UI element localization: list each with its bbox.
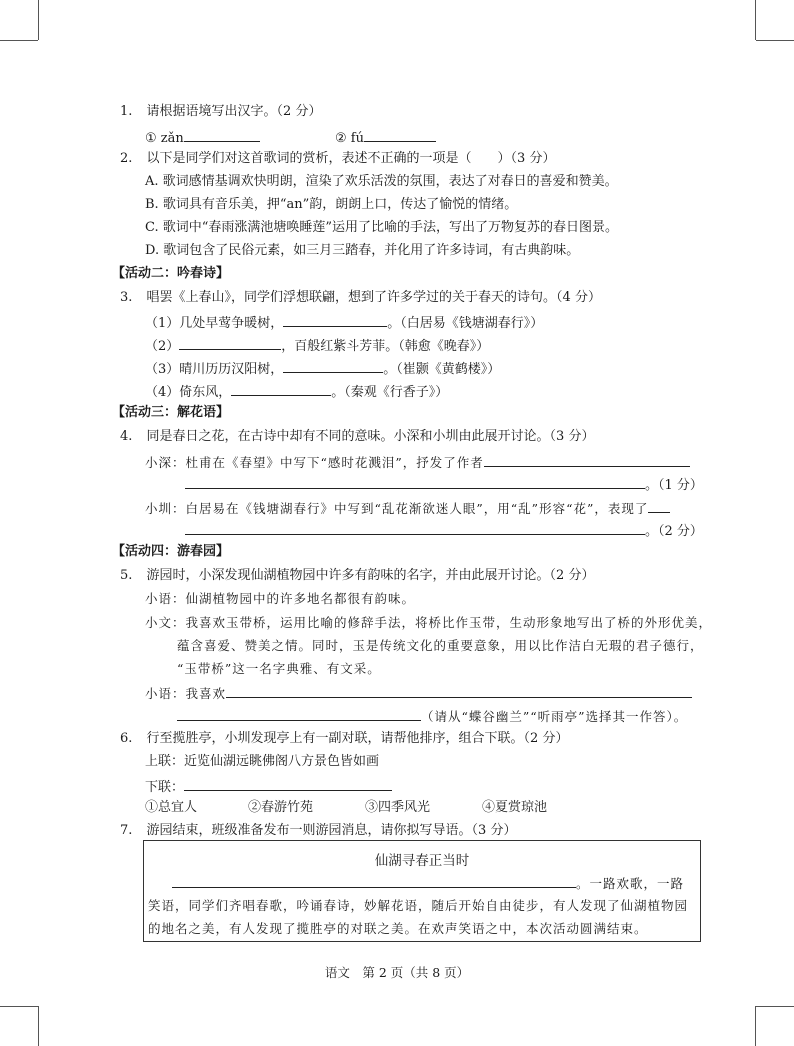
news-line: 的地名之美，有人发现了揽胜亭的对联之美。在欢声笑语之中，本次活动圆满结束。 (148, 921, 648, 936)
crop-mark (0, 40, 38, 41)
answer-blank[interactable] (179, 335, 281, 350)
question-text: 游园结束，班级准备发布一则游园消息，请你拟写导语。（3 分） (146, 823, 517, 838)
answer-blank[interactable] (231, 381, 331, 396)
news-text: 。一路欢歌，一路 (576, 876, 685, 891)
answer-blank[interactable] (364, 127, 436, 142)
dialogue-line (177, 706, 687, 726)
question-number: 1. (120, 104, 133, 119)
dialogue-zhen-cont (185, 520, 703, 541)
question-7 (120, 822, 516, 840)
couplet-option-2: ②春游竹苑 (248, 800, 314, 815)
question-text: 请根据语境写出汉字。（2 分） (146, 104, 322, 119)
option-c: C. 歌词中“春雨涨满池塘唤睡莲”运用了比喻的手法，写出了万物复苏的春日图景。 (145, 220, 619, 235)
option-a: A. 歌词感情基调欢快明朗，渲染了欢乐活泼的氛围，表达了对春日的喜爱和赞美。 (145, 174, 618, 189)
page-footer: 语文 第 2 页（共 8 页） (324, 965, 470, 980)
news-line (172, 873, 684, 893)
question-number: 6. (120, 731, 133, 746)
question-number: 5. (120, 568, 133, 583)
poem-line-4 (145, 381, 448, 402)
poem-line-2 (145, 335, 489, 356)
news-box (143, 840, 701, 942)
poem-text: （2） (145, 339, 180, 354)
poem-source: ，百般红紫斗芳菲。（韩愈《晚春》） (281, 339, 490, 354)
pinyin-label: ① zǎn (145, 131, 184, 146)
crop-mark (38, 1006, 39, 1046)
question-number: 2. (120, 151, 133, 166)
activity-heading: 【活动三：解花语】 (112, 405, 230, 420)
couplet-lower (145, 776, 392, 797)
news-title: 仙湖寻春正当时 (374, 853, 470, 869)
question-3 (120, 289, 601, 307)
activity-heading: 【活动二：吟春诗】 (112, 266, 230, 281)
crop-mark (0, 1006, 38, 1007)
dialogue-text: 小深：杜甫在《春望》中写下“感时花溅泪”，抒发了作者 (145, 455, 484, 470)
score-label: 。（1 分） (645, 478, 703, 493)
crop-mark (756, 40, 794, 41)
couplet-option-1: ①总宜人 (145, 800, 198, 815)
question-text: 同是春日之花，在古诗中却有不同的意味。小深和小圳由此展开讨论。（3 分） (146, 429, 595, 444)
q1-answer-a (145, 127, 260, 148)
question-6 (120, 730, 568, 748)
score-label: 。（2 分） (645, 524, 703, 539)
poem-source: 。（崔颢《黄鹤楼》） (383, 362, 501, 377)
crop-mark (38, 0, 39, 40)
couplet-label: 下联： (145, 780, 185, 795)
question-number: 7. (120, 823, 133, 838)
couplet-upper: 上联：近览仙湖远眺佛阁八方景色皆如画 (145, 754, 380, 769)
question-1 (120, 103, 321, 121)
answer-blank[interactable] (184, 127, 260, 142)
option-b: B. 歌词具有音乐美，押“an”韵，朗朗上口，传达了愉悦的情绪。 (145, 197, 518, 212)
question-text: 以下是同学们对这首歌词的赏析，表述不正确的一项是（ ）（3 分） (146, 151, 556, 166)
answer-blank[interactable] (184, 776, 392, 791)
dialogue-text: 小圳：白居易在《钱塘湖春行》中写到“乱花渐欲迷人眼”，用“乱”形容“花”，表现了 (145, 501, 649, 516)
poem-source: 。（秦观《行香子》） (331, 385, 449, 400)
instruction-text: （请从“蝶谷幽兰”“听雨亭”选择其一作答）。 (421, 709, 688, 724)
dialogue-line: “玉带桥”这一名字典雅、有文采。 (177, 661, 381, 676)
answer-blank[interactable] (283, 312, 387, 327)
answer-blank[interactable] (283, 358, 383, 373)
poem-text: （1）几处早莺争暖树， (145, 316, 284, 331)
answer-blank[interactable] (185, 520, 645, 535)
question-text: 行至揽胜亭，小圳发现亭上有一副对联，请帮他排序，组合下联。（2 分） (146, 731, 569, 746)
question-2 (120, 150, 555, 168)
news-line: 笑语，同学们齐唱春歌，吟诵春诗，妙解花语，随后开始自由徒步，有人发现了仙湖植物园 (148, 898, 689, 913)
answer-blank[interactable] (177, 706, 421, 721)
question-4 (120, 428, 594, 446)
activity-heading: 【活动四：游春园】 (112, 544, 230, 559)
poem-line-1 (145, 312, 543, 333)
pinyin-label: ② fú (335, 131, 364, 146)
dialogue-line (145, 683, 692, 703)
question-number: 3. (120, 290, 133, 305)
crop-mark (756, 1006, 794, 1007)
crop-mark (755, 1006, 756, 1046)
dialogue-line: 蕴含喜爱、赞美之情。同时，玉是传统文化的重要意象，用以比作洁白无瑕的君子德行， (177, 638, 704, 653)
option-d: D. 歌词包含了民俗元素，如三月三踏春，并化用了许多诗词，有古典韵味。 (145, 243, 580, 258)
answer-blank[interactable] (484, 452, 690, 467)
answer-blank[interactable] (648, 498, 670, 513)
poem-line-3 (145, 358, 500, 379)
dialogue-shen (145, 452, 690, 472)
question-text: 游园时，小深发现仙湖植物园中许多有韵味的名字，并由此展开讨论。（2 分） (146, 568, 595, 583)
poem-text: （4）倚东风， (145, 385, 232, 400)
q1-answer-b (335, 127, 436, 148)
answer-blank[interactable] (172, 873, 576, 888)
answer-blank[interactable] (185, 474, 645, 489)
crop-mark (755, 0, 756, 40)
couplet-option-4: ④夏赏琼池 (482, 800, 548, 815)
poem-source: 。（白居易《钱塘湖春行》） (387, 316, 544, 331)
dialogue-shen-cont (185, 474, 703, 495)
dialogue-line: 小文：我喜欢玉带桥，运用比喻的修辞手法，将桥比作玉带，生动形象地写出了桥的外形优美， (145, 615, 713, 630)
answer-blank[interactable] (226, 683, 692, 698)
poem-text: （3）晴川历历汉阳树， (145, 362, 284, 377)
question-number: 4. (120, 429, 133, 444)
couplet-option-3: ③四季风光 (365, 800, 431, 815)
question-5 (120, 567, 594, 585)
dialogue-zhen (145, 498, 670, 518)
dialogue-text: 小语：我喜欢 (145, 686, 227, 701)
dialogue-line: 小语：仙湖植物园中的许多地名都很有韵味。 (145, 591, 416, 606)
question-text: 唱罢《上春山》，同学们浮想联翩，想到了许多学过的关于春天的诗句。（4 分） (146, 290, 601, 305)
